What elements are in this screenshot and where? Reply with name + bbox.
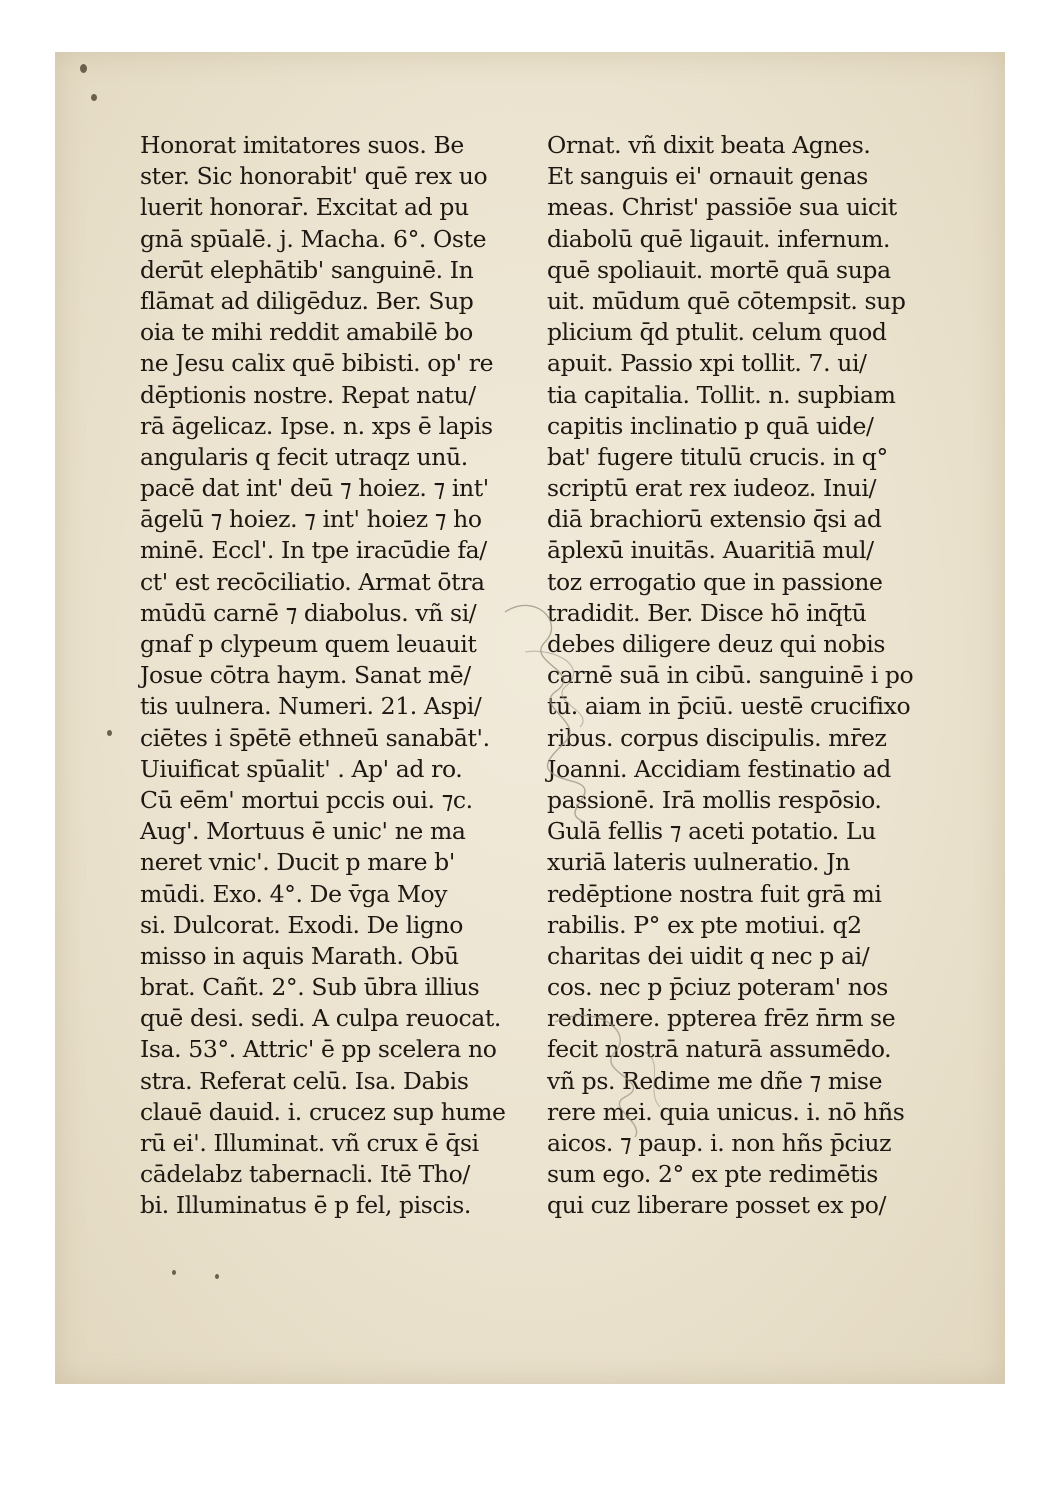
ink-speck — [107, 730, 112, 736]
text-line: angularis q fecit utraqz unū. — [140, 442, 468, 471]
text-line: flāmat ad diligēduz. Ber. Sup — [140, 286, 474, 315]
text-line: rū ei'. Illuminat. vñ crux ē q̄si — [140, 1129, 479, 1157]
text-line: redēptione nostra fuit grā mi — [547, 879, 882, 908]
text-line: rere mei. quia unicus. i. nō hñs — [547, 1097, 905, 1126]
text-line: toz errogatio que in passione — [547, 567, 883, 596]
text-line: oia te mihi reddit amabilē bo — [140, 318, 473, 347]
text-line: qui cuz liberare posset ex po/ — [547, 1191, 887, 1220]
text-line: redimere. ppterea frēz n̄rm se — [547, 1004, 896, 1033]
text-line: ster. Sic honorabit' quē rex uo — [140, 162, 488, 191]
text-line: mūdū carnē ⁊ diabolus. vñ si/ — [140, 598, 477, 627]
text-line: ct' est recōciliatio. Armat ōtra — [140, 567, 485, 596]
text-line: meas. Christ' passiōe sua uicit — [547, 193, 897, 222]
text-column-left — [140, 130, 506, 1222]
text-line: tū. aiam in p̄ciū. uestē crucifixo — [547, 692, 911, 721]
ink-speck — [172, 1270, 176, 1275]
text-line: āgelū ⁊ hoiez. ⁊ int' hoiez ⁊ ho — [140, 505, 482, 534]
text-line: diā brachiorū extensio q̄si ad — [547, 505, 882, 534]
text-line: clauē dauid. i. crucez sup hume — [140, 1097, 506, 1126]
text-line: rā āgelicaz. Ipse. n. xps ē lapis — [140, 411, 493, 440]
text-line: vñ ps. Redime me dñe ⁊ mise — [547, 1066, 883, 1095]
text-line: xuriā lateris uulneratio. Jn — [547, 848, 850, 877]
text-line: minē. Eccl'. In tpe iracūdie fa/ — [140, 536, 487, 565]
text-line: tia capitalia. Tollit. n. supbiam — [547, 380, 896, 409]
text-line: cos. nec p p̄ciuz poteram' nos — [547, 973, 888, 1002]
text-line: luerit honorar̄. Excitat ad pu — [140, 193, 469, 222]
text-line: Ornat. vñ dixit beata Agnes. — [547, 131, 871, 159]
text-line: ribus. corpus discipulis. mr̄ez — [547, 723, 887, 752]
text-line: misso in aquis Marath. Obū — [140, 941, 459, 970]
text-line: apuit. Passio xpi tollit. 7. ui/ — [547, 349, 867, 378]
text-line: Isa. 53°. Attric' ē pp scelera no — [140, 1035, 497, 1064]
manuscript-leaf — [55, 52, 1005, 1384]
text-line: cādelabz tabernacli. Itē Tho/ — [140, 1160, 470, 1189]
text-line: bat' fugere titulū crucis. in q° — [547, 442, 888, 471]
text-line: gnā spūalē. j. Macha. 6°. Oste — [140, 224, 487, 253]
text-line: debes diligere deuz qui nobis — [547, 630, 885, 658]
text-line: Honorat imitatores suos. Be — [140, 131, 464, 159]
text-column-right — [547, 130, 913, 1222]
text-line: Joanni. Accidiam festinatio ad — [547, 754, 891, 783]
ink-speck — [215, 1274, 219, 1279]
text-line: sum ego. 2° ex pte redimētis — [547, 1160, 878, 1189]
text-line: Et sanguis ei' ornauit genas — [547, 162, 868, 191]
text-line: dēptionis nostre. Repat natu/ — [140, 380, 476, 409]
ink-speck — [80, 64, 87, 73]
text-line: stra. Referat celū. Isa. Dabis — [140, 1066, 469, 1095]
text-line: bi. Illuminatus ē p fel, piscis. — [140, 1191, 471, 1220]
ink-speck — [91, 94, 97, 101]
text-line: passionē. Irā mollis respōsio. — [547, 785, 882, 814]
text-line: plicium q̄d ptulit. celum quod — [547, 318, 887, 347]
text-line: mūdi. Exo. 4°. De v̄ga Moy — [140, 879, 448, 908]
text-line: neret vnic'. Ducit p mare b' — [140, 848, 455, 877]
text-line: ne Jesu calix quē bibisti. op' re — [140, 349, 494, 378]
text-line: āplexū inuitās. Auaritiā mul/ — [547, 536, 874, 565]
text-line: Gulā fellis ⁊ aceti potatio. Lu — [547, 817, 876, 846]
text-line: Uiuificat spūalit' . Ap' ad ro. — [140, 754, 463, 783]
text-line: diabolū quē ligauit. infernum. — [547, 224, 891, 253]
text-line: charitas dei uidit q nec p ai/ — [547, 941, 870, 970]
text-line: rabilis. P° ex pte motiui. q2 — [547, 910, 862, 939]
text-line: uit. mūdum quē cōtempsit. sup — [547, 286, 906, 315]
text-line: ciētes i s̄pētē ethneū sanabāt'. — [140, 723, 490, 752]
text-line: fecit nostrā naturā assumēdo. — [547, 1035, 892, 1064]
text-line: tradidit. Ber. Disce hō inq̄tū — [547, 598, 867, 627]
text-line: Josue cōtra haym. Sanat mē/ — [140, 661, 471, 690]
text-line: tis uulnera. Numeri. 21. Aspi/ — [140, 692, 482, 721]
text-line: aicos. ⁊ paup. i. non hñs p̄ciuz — [547, 1129, 892, 1157]
text-line: Aug'. Mortuus ē unic' ne ma — [140, 817, 466, 846]
text-line: capitis inclinatio p quā uide/ — [547, 411, 874, 440]
text-line: pacē dat int' deū ⁊ hoiez. ⁊ int' — [140, 474, 489, 503]
text-line: si. Dulcorat. Exodi. De ligno — [140, 910, 463, 939]
text-line: quē desi. sedi. A culpa reuocat. — [140, 1004, 501, 1033]
text-line: gnaf p clypeum quem leuauit — [140, 630, 477, 658]
text-line: carnē suā in cibū. sanguinē i po — [547, 661, 914, 690]
text-line: Cū eēm' mortui pccis oui. ⁊c. — [140, 785, 473, 814]
text-line: quē spoliauit. mortē quā supa — [547, 255, 891, 284]
text-line: brat. Cañt. 2°. Sub ūbra illius — [140, 973, 480, 1002]
text-line: derūt elephātib' sanguinē. In — [140, 255, 474, 284]
text-line: scriptū erat rex iudeoz. Inui/ — [547, 474, 877, 503]
